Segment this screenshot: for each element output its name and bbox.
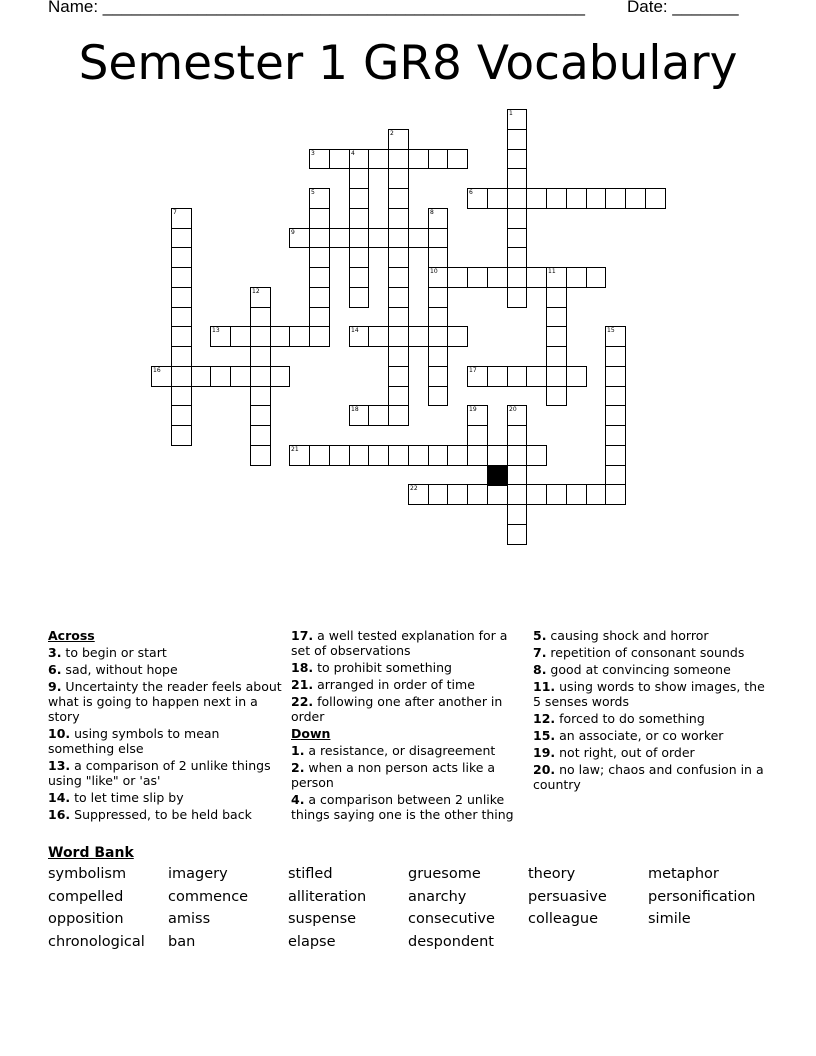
grid-cell[interactable] xyxy=(171,326,192,347)
clue-number: 1. xyxy=(291,743,305,758)
grid-cell[interactable] xyxy=(428,346,448,367)
grid-cell[interactable] xyxy=(349,168,369,189)
word-bank-item: elapse xyxy=(288,934,336,951)
grid-cell[interactable] xyxy=(467,425,488,446)
grid-cell[interactable] xyxy=(428,287,448,308)
grid-cell[interactable] xyxy=(507,149,527,169)
clue-number: 19. xyxy=(533,745,556,760)
clue xyxy=(48,679,284,724)
word-bank-item: compelled xyxy=(48,888,124,905)
grid-cell[interactable] xyxy=(467,188,488,209)
clue-number: 12 xyxy=(252,288,260,295)
grid-cell[interactable] xyxy=(546,484,567,505)
clue xyxy=(291,628,521,658)
grid-cell[interactable] xyxy=(507,267,527,288)
clue-number: 7 xyxy=(173,209,177,216)
clue-number: 4 xyxy=(351,150,355,157)
grid-cell[interactable] xyxy=(368,149,389,169)
grid-cell[interactable] xyxy=(349,326,369,347)
grid-cell[interactable] xyxy=(388,267,409,288)
clues-column-1 xyxy=(48,628,284,824)
clue-text: to let time slip by xyxy=(70,790,184,805)
clue-number: 17. xyxy=(291,628,314,643)
grid-cell[interactable] xyxy=(428,208,448,229)
clue-number: 10 xyxy=(430,268,438,275)
grid-cell[interactable] xyxy=(388,366,409,387)
grid-cell[interactable] xyxy=(546,386,567,406)
grid-cell[interactable] xyxy=(546,267,567,288)
clue-text: Suppressed, to be held back xyxy=(70,807,252,822)
grid-cell[interactable] xyxy=(250,307,271,327)
grid-cell[interactable] xyxy=(526,267,547,288)
grid-cell[interactable] xyxy=(526,366,547,387)
clue xyxy=(291,760,521,790)
grid-cell[interactable] xyxy=(368,405,389,426)
clue-number: 8 xyxy=(430,209,434,216)
grid-cell[interactable] xyxy=(605,386,626,406)
grid-cell[interactable] xyxy=(250,425,271,446)
grid-cell[interactable] xyxy=(566,366,587,387)
grid-cell[interactable] xyxy=(605,326,626,347)
grid-cell[interactable] xyxy=(388,326,409,347)
clue xyxy=(48,645,284,660)
grid-cell[interactable] xyxy=(546,326,567,347)
grid-cell[interactable] xyxy=(447,326,468,347)
clue-number: 11 xyxy=(548,268,556,275)
grid-cell[interactable] xyxy=(546,287,567,308)
clue xyxy=(291,694,521,724)
clue xyxy=(291,792,521,822)
grid-cell[interactable] xyxy=(507,504,527,525)
grid-cell[interactable] xyxy=(171,425,192,446)
clue-number: 1 xyxy=(509,110,513,117)
grid-cell[interactable] xyxy=(447,149,468,169)
clue-text: to begin or start xyxy=(61,645,167,660)
grid-cell[interactable] xyxy=(546,307,567,327)
clues-column-3 xyxy=(533,628,773,794)
clue xyxy=(48,790,284,805)
clue-number: 20 xyxy=(509,406,517,413)
clue-number: 14. xyxy=(48,790,71,805)
grid-cell[interactable] xyxy=(428,267,448,288)
grid-cell[interactable] xyxy=(507,425,527,446)
grid-cell[interactable] xyxy=(428,386,448,406)
clue xyxy=(533,628,773,643)
grid-cell[interactable] xyxy=(309,287,330,308)
grid-cell[interactable] xyxy=(605,346,626,367)
grid-cell[interactable] xyxy=(507,168,527,189)
grid-cell[interactable] xyxy=(467,445,488,466)
grid-cell[interactable] xyxy=(349,405,369,426)
grid-cell[interactable] xyxy=(487,188,508,209)
clue-number: 9. xyxy=(48,679,62,694)
word-bank-item: stifled xyxy=(288,866,333,882)
grid-cell[interactable] xyxy=(388,405,409,426)
clue-text: good at convincing someone xyxy=(546,662,731,677)
word-bank-item: symbolism xyxy=(48,866,127,882)
clue-text: an associate, or co worker xyxy=(555,728,724,743)
clue xyxy=(533,745,773,760)
grid-cell[interactable] xyxy=(507,445,527,466)
grid-cell[interactable] xyxy=(368,445,389,466)
grid-cell[interactable] xyxy=(566,484,587,505)
word-bank-item: persuasive xyxy=(528,888,607,905)
grid-cell[interactable] xyxy=(526,188,547,209)
grid-cell[interactable] xyxy=(428,326,448,347)
grid-cell[interactable] xyxy=(586,484,606,505)
grid-cell[interactable] xyxy=(605,484,626,505)
grid-cell[interactable] xyxy=(507,247,527,268)
clue-number: 5 xyxy=(311,189,315,196)
grid-cell[interactable] xyxy=(507,129,527,150)
clue-number: 2. xyxy=(291,760,305,775)
clue-number: 14 xyxy=(351,327,359,334)
clue-number: 3 xyxy=(311,150,315,157)
grid-cell[interactable] xyxy=(507,465,527,485)
grid-cell[interactable] xyxy=(309,307,330,327)
clue-number: 9 xyxy=(291,229,295,236)
grid-cell[interactable] xyxy=(171,366,192,387)
grid-cell[interactable] xyxy=(487,445,508,466)
grid-cell[interactable] xyxy=(250,366,271,387)
grid-cell[interactable] xyxy=(309,445,330,466)
clue-number: 16. xyxy=(48,807,71,822)
grid-cell[interactable] xyxy=(250,445,271,466)
grid-cell[interactable] xyxy=(329,445,350,466)
grid-cell[interactable] xyxy=(408,484,429,505)
clue-text: a comparison between 2 unlike things saying one is the other thing xyxy=(291,792,514,822)
grid-cell[interactable] xyxy=(447,267,468,288)
grid-cell[interactable] xyxy=(605,188,626,209)
grid-cell[interactable] xyxy=(507,366,527,387)
grid-cell[interactable] xyxy=(171,386,192,406)
grid-cell[interactable] xyxy=(329,149,350,169)
clue-text: sad, without hope xyxy=(61,662,178,677)
word-bank-item: suspense xyxy=(288,911,357,928)
name-field-label[interactable]: Name: ___________________________________________________ xyxy=(48,0,585,16)
grid-cell[interactable] xyxy=(546,346,567,367)
grid-cell[interactable] xyxy=(349,188,369,209)
grid-cell[interactable] xyxy=(428,366,448,387)
clue-number: 19 xyxy=(469,406,477,413)
clue-text: a comparison of 2 unlike things using "like" or 'as' xyxy=(48,758,271,788)
date-field-label[interactable]: Date: _______ xyxy=(627,0,739,16)
clue-text: arranged in order of time xyxy=(313,677,475,692)
word-bank-item: alliteration xyxy=(288,888,367,905)
clue-number: 6. xyxy=(48,662,62,677)
clues-column-2 xyxy=(291,628,521,824)
word-bank xyxy=(48,866,768,957)
clue-number: 16 xyxy=(153,367,161,374)
clue-number: 6 xyxy=(469,189,473,196)
grid-cell[interactable] xyxy=(487,366,508,387)
clue xyxy=(291,660,521,675)
clue-text: causing shock and horror xyxy=(546,628,709,643)
grid-cell[interactable] xyxy=(230,366,251,387)
grid-cell[interactable] xyxy=(289,326,310,347)
grid-cell[interactable] xyxy=(270,366,290,387)
clue xyxy=(48,726,284,756)
grid-cell[interactable] xyxy=(408,326,429,347)
grid-cell[interactable] xyxy=(467,267,488,288)
grid-cell[interactable] xyxy=(289,228,310,248)
clue xyxy=(291,743,521,758)
clue-number: 15. xyxy=(533,728,556,743)
grid-cell[interactable] xyxy=(428,484,448,505)
grid-cell[interactable] xyxy=(349,149,369,169)
grid-cell[interactable] xyxy=(388,208,409,229)
grid-cell[interactable] xyxy=(428,228,448,248)
clue-text: not right, out of order xyxy=(555,745,695,760)
grid-cell[interactable] xyxy=(270,326,290,347)
grid-cell[interactable] xyxy=(368,228,389,248)
grid-cell[interactable] xyxy=(250,346,271,367)
clue-number: 4. xyxy=(291,792,305,807)
grid-cell[interactable] xyxy=(586,188,606,209)
grid-cell[interactable] xyxy=(388,307,409,327)
grid-cell[interactable] xyxy=(388,287,409,308)
clue-number: 18 xyxy=(351,406,359,413)
clue-number: 8. xyxy=(533,662,547,677)
clue-number: 5. xyxy=(533,628,547,643)
grid-cell[interactable] xyxy=(210,366,231,387)
grid-cell[interactable] xyxy=(605,425,626,446)
clue xyxy=(533,762,773,792)
grid-cell[interactable] xyxy=(507,228,527,248)
black-square xyxy=(487,465,508,486)
clue-number: 10. xyxy=(48,726,71,741)
grid-cell[interactable] xyxy=(566,267,587,288)
grid-cell[interactable] xyxy=(230,326,251,347)
word-bank-item: ban xyxy=(168,934,196,951)
clue-number: 13 xyxy=(212,327,220,334)
grid-cell[interactable] xyxy=(586,267,606,288)
grid-cell[interactable] xyxy=(388,346,409,367)
grid-cell[interactable] xyxy=(447,445,468,466)
clue-number: 15 xyxy=(607,327,615,334)
word-bank-item: metaphor xyxy=(648,866,719,882)
clue-number: 7. xyxy=(533,645,547,660)
grid-cell[interactable] xyxy=(309,267,330,288)
grid-cell[interactable] xyxy=(447,484,468,505)
grid-cell[interactable] xyxy=(349,267,369,288)
clue-text: using words to show images, the 5 senses words xyxy=(533,679,765,709)
grid-cell[interactable] xyxy=(507,188,527,209)
clue-text: forced to do something xyxy=(555,711,705,726)
grid-cell[interactable] xyxy=(507,109,527,130)
grid-cell[interactable] xyxy=(171,346,192,367)
clue xyxy=(533,728,773,743)
grid-cell[interactable] xyxy=(309,326,330,347)
grid-cell[interactable] xyxy=(388,129,409,150)
clue xyxy=(48,758,284,788)
word-bank-item: personification xyxy=(648,888,756,905)
grid-cell[interactable] xyxy=(171,267,192,288)
grid-cell[interactable] xyxy=(250,386,271,406)
grid-cell[interactable] xyxy=(428,149,448,169)
grid-cell[interactable] xyxy=(467,484,488,505)
clue-text: no law; chaos and confusion in a country xyxy=(533,762,764,792)
word-bank-item: theory xyxy=(528,866,576,882)
grid-cell[interactable] xyxy=(171,208,192,229)
clue-number: 18. xyxy=(291,660,314,675)
grid-cell[interactable] xyxy=(151,366,172,387)
grid-cell[interactable] xyxy=(605,445,626,466)
word-bank-item: despondent xyxy=(408,934,494,951)
word-bank-item: consecutive xyxy=(408,911,495,928)
across-heading: Across xyxy=(48,628,95,643)
grid-cell[interactable] xyxy=(526,484,547,505)
grid-cell[interactable] xyxy=(507,484,527,505)
grid-cell[interactable] xyxy=(309,149,330,169)
clue-number: 22. xyxy=(291,694,314,709)
grid-cell[interactable] xyxy=(605,405,626,426)
clue-text: Uncertainty the reader feels about what is going to happen next in a story xyxy=(48,679,282,724)
grid-cell[interactable] xyxy=(388,228,409,248)
grid-cell[interactable] xyxy=(487,267,508,288)
grid-cell[interactable] xyxy=(487,484,508,505)
clue xyxy=(48,807,284,822)
grid-cell[interactable] xyxy=(171,307,192,327)
grid-cell[interactable] xyxy=(428,445,448,466)
clue-text: a well tested explanation for a set of observations xyxy=(291,628,508,658)
grid-cell[interactable] xyxy=(171,405,192,426)
grid-cell[interactable] xyxy=(388,445,409,466)
grid-cell[interactable] xyxy=(368,326,389,347)
grid-cell[interactable] xyxy=(388,149,409,169)
grid-cell[interactable] xyxy=(605,366,626,387)
grid-cell[interactable] xyxy=(507,405,527,426)
clue-text: to prohibit something xyxy=(313,660,452,675)
word-bank-item: opposition xyxy=(48,911,124,928)
word-bank-item: colleague xyxy=(528,911,599,928)
grid-cell[interactable] xyxy=(349,247,369,268)
clue xyxy=(48,662,284,677)
grid-cell[interactable] xyxy=(309,208,330,229)
word-bank-item: imagery xyxy=(168,866,228,882)
grid-cell[interactable] xyxy=(250,326,271,347)
grid-cell[interactable] xyxy=(546,366,567,387)
grid-cell[interactable] xyxy=(408,228,429,248)
grid-cell[interactable] xyxy=(171,247,192,268)
grid-cell[interactable] xyxy=(428,307,448,327)
grid-cell[interactable] xyxy=(289,445,310,466)
clue-number: 20. xyxy=(533,762,556,777)
grid-cell[interactable] xyxy=(349,445,369,466)
word-bank-item: amiss xyxy=(168,911,211,928)
clue-number: 21. xyxy=(291,677,314,692)
clue-number: 13. xyxy=(48,758,71,773)
grid-cell[interactable] xyxy=(467,366,488,387)
word-bank-item: gruesome xyxy=(408,866,481,882)
grid-cell[interactable] xyxy=(408,149,429,169)
grid-cell[interactable] xyxy=(388,168,409,189)
grid-cell[interactable] xyxy=(546,188,567,209)
grid-cell[interactable] xyxy=(309,188,330,209)
clue xyxy=(291,677,521,692)
grid-cell[interactable] xyxy=(388,247,409,268)
clue-text: repetition of consonant sounds xyxy=(546,645,745,660)
clue-number: 17 xyxy=(469,367,477,374)
grid-cell[interactable] xyxy=(309,228,330,248)
page-title: Semester 1 GR8 Vocabulary xyxy=(78,36,738,91)
grid-cell[interactable] xyxy=(349,228,369,248)
clue-text: when a non person acts like a person xyxy=(291,760,496,790)
grid-cell[interactable] xyxy=(526,445,547,466)
clue-number: 22 xyxy=(410,485,418,492)
clue xyxy=(533,645,773,660)
grid-cell[interactable] xyxy=(349,208,369,229)
grid-cell[interactable] xyxy=(210,326,231,347)
clue-text: following one after another in order xyxy=(291,694,503,724)
grid-cell[interactable] xyxy=(428,247,448,268)
grid-cell[interactable] xyxy=(467,405,488,426)
grid-cell[interactable] xyxy=(645,188,666,209)
grid-cell[interactable] xyxy=(507,524,527,545)
word-bank-item: chronological xyxy=(48,934,145,951)
grid-cell[interactable] xyxy=(388,386,409,406)
grid-cell[interactable] xyxy=(507,208,527,229)
grid-cell[interactable] xyxy=(171,228,192,248)
grid-cell[interactable] xyxy=(566,188,587,209)
word-bank-item: simile xyxy=(648,911,691,928)
grid-cell[interactable] xyxy=(309,247,330,268)
grid-cell[interactable] xyxy=(191,366,211,387)
grid-cell[interactable] xyxy=(250,287,271,308)
grid-cell[interactable] xyxy=(625,188,646,209)
clue xyxy=(533,662,773,677)
grid-cell[interactable] xyxy=(329,228,350,248)
grid-cell[interactable] xyxy=(507,287,527,308)
down-heading: Down xyxy=(291,726,331,741)
word-bank-title: Word Bank xyxy=(48,845,134,861)
grid-cell[interactable] xyxy=(349,287,369,308)
clue-text: using symbols to mean something else xyxy=(48,726,220,756)
clue-number: 21 xyxy=(291,446,299,453)
grid-cell[interactable] xyxy=(171,287,192,308)
word-bank-item: anarchy xyxy=(408,888,467,905)
grid-cell[interactable] xyxy=(250,405,271,426)
grid-cell[interactable] xyxy=(408,445,429,466)
clue xyxy=(533,711,773,726)
clue-number: 2 xyxy=(390,130,394,137)
grid-cell[interactable] xyxy=(388,188,409,209)
grid-cell[interactable] xyxy=(605,465,626,485)
clue-number: 12. xyxy=(533,711,556,726)
clue-number: 3. xyxy=(48,645,62,660)
clue-text: a resistance, or disagreement xyxy=(304,743,496,758)
word-bank-item: commence xyxy=(168,888,249,905)
clue-number: 11. xyxy=(533,679,556,694)
clue xyxy=(533,679,773,709)
